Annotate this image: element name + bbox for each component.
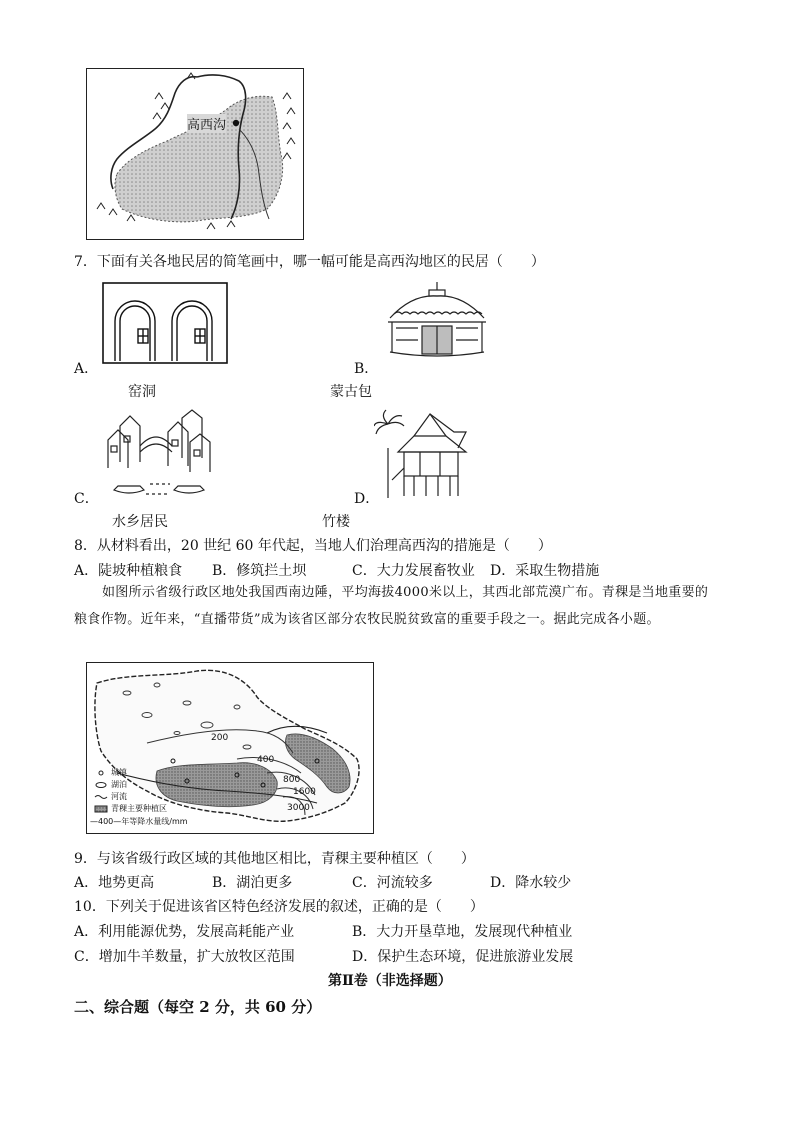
yurt-icon	[382, 280, 492, 364]
isoline-label-800: 800	[283, 775, 301, 785]
part2-title: 二、综合题（每空 2 分，共 60 分）	[74, 998, 322, 1016]
q8-option-b[interactable]: B．修筑拦土坝	[212, 563, 307, 579]
option-b-caption: 蒙古包	[330, 384, 372, 400]
option-d-caption: 竹楼	[322, 514, 350, 530]
q10-stem: 10．下列关于促进该省区特色经济发展的叙述，正确的是（ ）	[74, 899, 484, 915]
q10-option-c[interactable]: C．增加牛羊数量，扩大放牧区范围	[74, 949, 295, 965]
q9-option-c[interactable]: C．河流较多	[352, 875, 433, 891]
q9-stem: 9．与该省级行政区域的其他地区相比，青稞主要种植区（ ）	[74, 851, 475, 867]
place-label-gaoxigou: 高西沟	[187, 114, 226, 133]
passage-text: 如图所示省级行政区地处我国西南边陲，平均海拔4000米以上，其西北部荒漠广布。青稞是当地重要的粮食作物。近年来，“直播带货”成为该省区部分农牧民脱贫致富的重要手段之一。据此完成各小题。	[74, 585, 709, 627]
cave-dwelling-icon	[100, 281, 230, 365]
q7-stem: 7．下面有关各地民居的简笔画中，哪一幅可能是高西沟地区的民居（ ）	[74, 254, 545, 270]
option-a-caption: 窑洞	[128, 384, 156, 400]
legend-isohyet: —400—年等降水量线/mm	[90, 817, 188, 826]
legend-town: 城镇	[111, 768, 127, 777]
q10-option-b[interactable]: B．大力开垦草地，发展现代种植业	[352, 924, 573, 940]
option-a-letter[interactable]: A．	[74, 361, 99, 377]
isoline-label-200: 200	[211, 733, 229, 743]
q8-option-a[interactable]: A．陡坡种植粮食	[74, 563, 183, 579]
isoline-label-400: 400	[257, 755, 275, 765]
legend-lake: 湖泊	[111, 780, 127, 789]
bamboo-house-icon	[374, 408, 470, 500]
water-town-icon	[104, 406, 216, 498]
q9-option-a[interactable]: A．地势更高	[74, 875, 155, 891]
option-c-letter[interactable]: C．	[74, 491, 99, 507]
option-a-image	[100, 281, 230, 365]
loess-map	[86, 68, 304, 240]
legend-barley-area: 青稞主要种植区	[111, 804, 167, 813]
q10-option-d[interactable]: D．保护生态环境，促进旅游业发展	[352, 949, 574, 965]
option-c-image	[104, 406, 216, 498]
option-d-image	[374, 408, 470, 500]
q8-option-d[interactable]: D．采取生物措施	[490, 563, 600, 579]
q10-option-a[interactable]: A．利用能源优势，发展高耗能产业	[74, 924, 295, 940]
q9-option-d[interactable]: D．降水较少	[490, 875, 572, 891]
q8-stem: 8．从材料看出，20 世纪 60 年代起，当地人们治理高西沟的措施是（ ）	[74, 538, 552, 554]
option-c-caption: 水乡居民	[112, 514, 168, 530]
section-title: 第Ⅱ卷（非选择题）	[328, 973, 452, 989]
q8-option-c[interactable]: C．大力发展畜牧业	[352, 563, 475, 579]
isoline-label-3000: 3000	[287, 803, 310, 813]
option-b-letter[interactable]: B．	[354, 361, 379, 377]
option-d-letter[interactable]: D．	[354, 491, 380, 507]
option-b-image	[382, 280, 492, 364]
q9-option-b[interactable]: B．湖泊更多	[212, 875, 293, 891]
tibet-map	[86, 662, 374, 834]
legend-river: 河流	[111, 792, 127, 801]
isoline-label-1600: 1600	[293, 787, 316, 797]
